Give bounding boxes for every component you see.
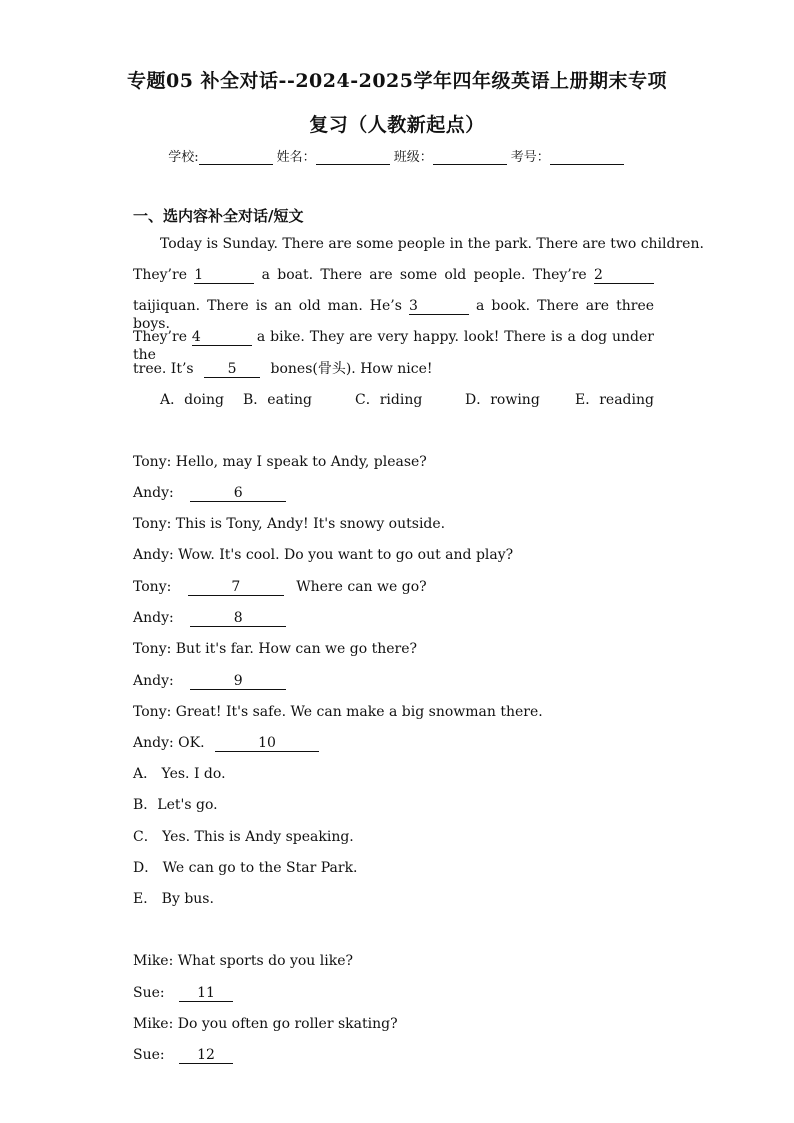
answer-blank-1[interactable]: 1 [194,267,254,284]
answer-blank-3[interactable]: 3 [409,298,469,315]
page-subtitle: 复习（人教新起点） [309,114,485,136]
dialogue1-line-1: Tony: Hello, may I speak to Andy, please? [133,454,427,470]
answer-blank-7[interactable]: 7 [188,579,284,596]
dialogue1-option-c: C． Yes. This is Andy speaking. [133,829,354,845]
dialogue1-line-9: Tony: Great! It's safe. We can make a big snowman there. [133,704,543,720]
dialogue1-line-2: Andy: 6 [133,484,286,502]
dialogue1-option-b: B．Let's go. [133,797,218,813]
dialogue1-line-8: Andy: 9 [133,672,286,690]
passage-line-3: taijiquan. There is an old man. He’s 3 a book. There are three boys. [133,298,655,332]
answer-blank-5[interactable]: 5 [204,361,260,378]
section-heading: 一、选内容补全对话/短文 [133,207,304,225]
answer-blank-6[interactable]: 6 [190,485,286,502]
passage-line-5: tree. It’s 5 bones(骨头). How nice! [133,361,433,377]
dialogue1-line-3: Tony: This is Tony, Andy! It's snowy outside. [133,516,446,532]
class-field[interactable]: 班级： [394,146,509,165]
dialogue1-option-a: A． Yes. I do. [133,766,226,782]
option-b: B．eating [243,392,313,408]
passage-line-2: They’re 1 a boat. There are some old people. They’re 2 [133,266,654,284]
option-e: E．reading [575,392,654,408]
passage-line-1: Today is Sunday. There are some people in the park. There are two children. [160,236,704,252]
dialogue2-line-1: Mike: What sports do you like? [133,953,353,969]
dialogue2-line-2: Sue: 11 [133,984,233,1002]
dialogue2-line-4: Sue: 12 [133,1046,233,1064]
option-d: D．rowing [465,392,540,408]
answer-blank-12[interactable]: 12 [179,1047,233,1064]
dialogue1-line-5: Tony: 7 Where can we go? [133,579,427,595]
answer-blank-8[interactable]: 8 [190,610,286,627]
answer-blank-10[interactable]: 10 [215,735,319,752]
student-info-row [0,146,794,165]
option-c: C．riding [355,392,423,408]
answer-blank-4[interactable]: 4 [192,329,252,346]
dialogue1-option-d: D． We can go to the Star Park. [133,860,358,876]
answer-blank-2[interactable]: 2 [594,267,654,284]
dialogue1-option-e: E． By bus. [133,891,214,907]
dialogue1-line-6: Andy: 8 [133,609,286,627]
dialogue1-line-4: Andy: Wow. It's cool. Do you want to go out and play? [133,547,514,563]
exam-number-field[interactable]: 考号： [511,146,626,165]
answer-blank-9[interactable]: 9 [190,673,286,690]
page-title: 专题05 补全对话--2024-2025学年四年级英语上册期末专项 [127,70,667,92]
dialogue2-line-3: Mike: Do you often go roller skating? [133,1016,398,1032]
name-field[interactable]: 姓名： [277,146,392,165]
school-field[interactable]: 学校: [168,146,274,165]
options-row-1 [160,391,654,409]
dialogue1-line-10: Andy: OK. 10 [133,734,319,752]
passage-line-4: They’re 4 a bike. They are very happy. look! There is a dog under the [133,329,654,363]
answer-blank-11[interactable]: 11 [179,985,233,1002]
option-a: A．doing [160,392,224,408]
dialogue1-line-7: Tony: But it's far. How can we go there? [133,641,418,657]
